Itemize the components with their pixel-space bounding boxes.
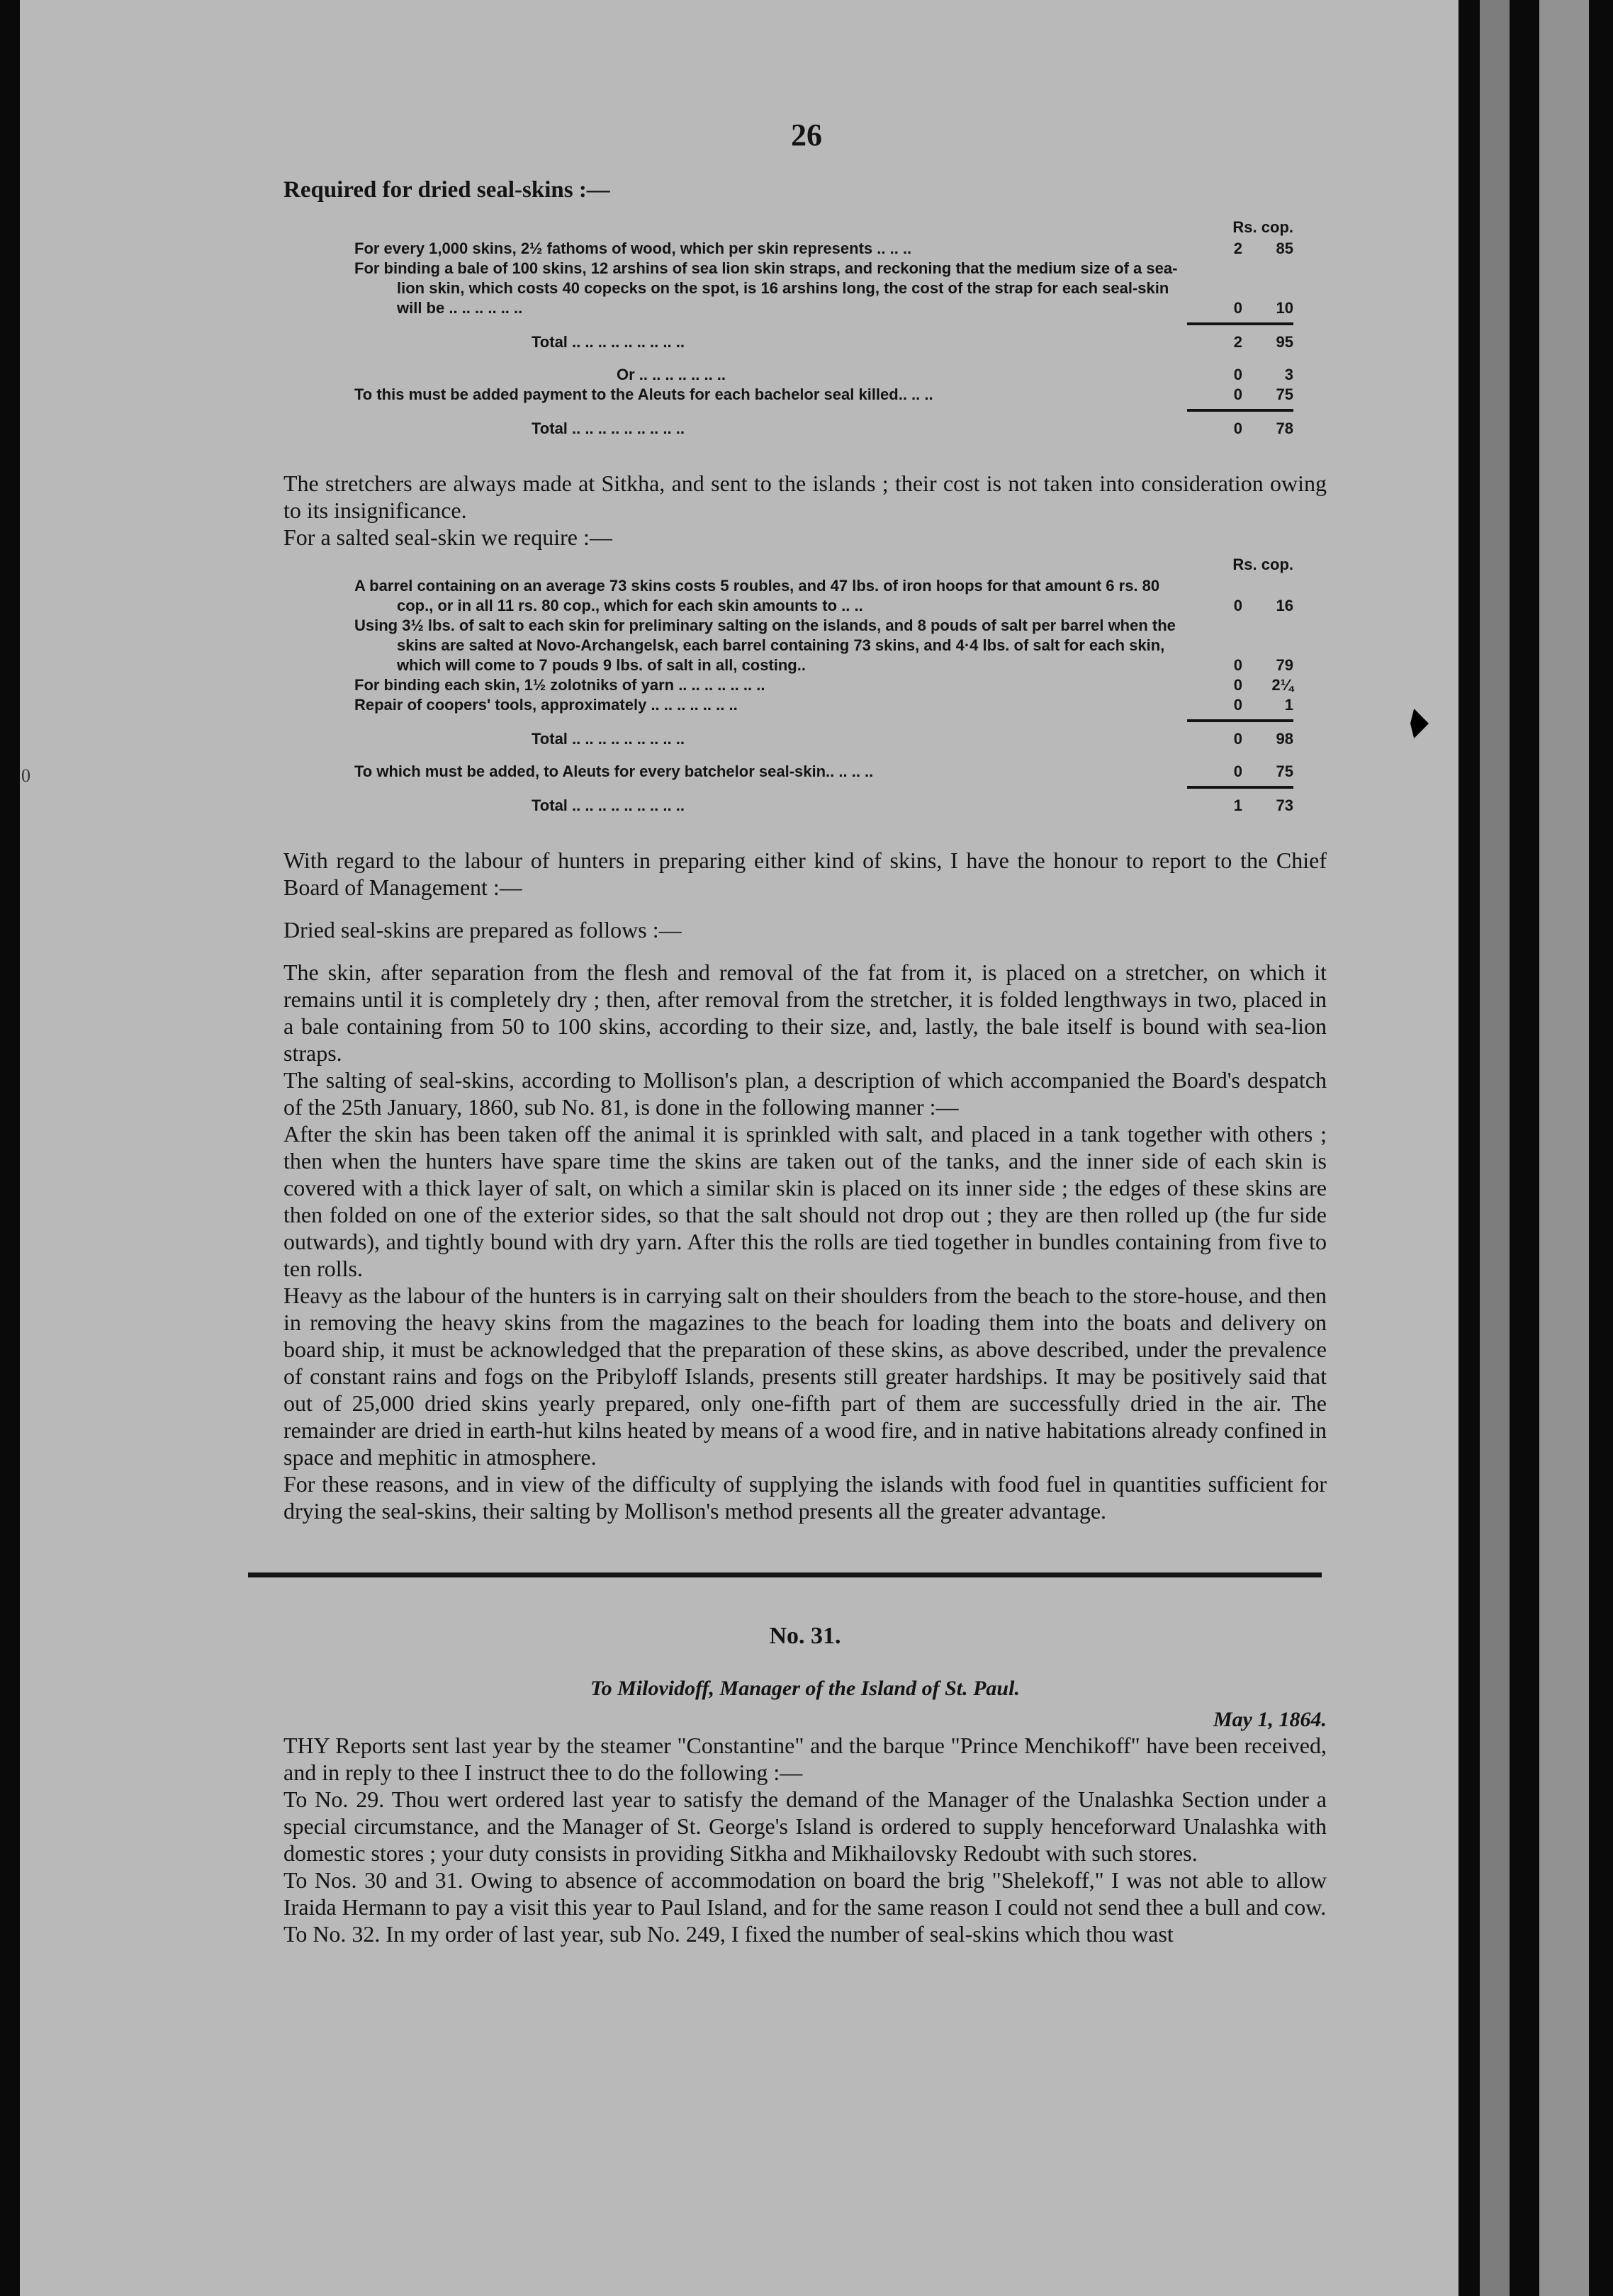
salted-skins-account (354, 555, 1293, 816)
dried-heading: Dried seal-skins are prepared as follows :— (283, 917, 682, 942)
sum-rule (1187, 786, 1293, 789)
account-row: To which must be added, to Aleuts for every batchelor seal-skin.. .. .. .. 0 75 (354, 762, 1293, 780)
section1-heading: Required for dried seal-skins :— (283, 177, 610, 203)
account-row: Repair of coopers' tools, approximately .. .. .. .. .. .. .. 0 1 (354, 696, 1293, 714)
account-row: For every 1,000 skins, 2½ fathoms of wood, which per skin represents .. .. .. 2 85 (354, 240, 1293, 257)
page-content (283, 177, 1327, 1947)
account-row: A barrel containing on an average 73 skins costs 5 roubles, and 47 lbs. of iron hoops for that amount 6 rs. 80 cop., or in all 11 rs. 80 cop., which for each skin amounts to .. .. 0 16 (354, 577, 1293, 614)
heavy-labour-paragraph: Heavy as the labour of the hunters is in carrying salt on their shoulders from the beach to the store-house, and then in removing the heavy skins from the magazines to the beach for loading them into the boats and delivery on board ship, it must be acknowledged that the preparation of these skins, as above described, under the prevalence of constant rains and fogs on the Pribyloff Islands, presents still greater hardships. It may be positively said that out of 25,000 dried skins yearly prepared, only one-fifth part of them are successfully dried in the air. The remainder are dried in earth-hut kilns heated by means of a wood fire, and in native habitations already confined in space and mephitic in atmosphere. (283, 1283, 1327, 1470)
letter-paragraph: To No. 29. Thou wert ordered last year to satisfy the demand of the Manager of the Unalashka Section under a special circumstance, and the Manager of St. George's Island is ordered to supply henceforward Unalashka with domestic stores ; your duty consists in providing Sitkha and Mikhailovsky Redoubt with such stores. (283, 1786, 1327, 1866)
account-row: Using 3½ lbs. of salt to each skin for preliminary salting on the islands, and 8 pouds of salt per barrel when the skins are salted at Novo-Archangelsk, each barrel containing 73 skins, and 4·4 lbs. of salt for each skin, which will come to 7 pouds 9 lbs. of salt in all, costing.. 0 79 (354, 617, 1293, 674)
page-gutter (1480, 0, 1510, 2296)
stretchers-paragraph: The stretchers are always made at Sitkha, and sent to the islands ; their cost is not taken into consideration owing to its insignificance. (283, 471, 1327, 523)
section-divider (248, 1572, 1322, 1577)
skin-paragraph: The skin, after separation from the flesh and removal of the fat from it, is placed on a stretcher, on which it remains until it is completely dry ; then, after removal from the stretcher, it is folded lengthways in two, placed in a bale containing from 50 to 100 skins, according to their size, and, lastly, the bale itself is bound with sea-lion straps. (283, 960, 1327, 1066)
reasons-paragraph: For these reasons, and in view of the difficulty of supplying the islands with food fuel in quantities sufficient for drying the seal-skins, their salting by Mollison's method presents all the greater advantage. (283, 1471, 1327, 1524)
column-header: Rs. cop. (1232, 556, 1293, 573)
labour-paragraph: With regard to the labour of hunters in preparing either kind of skins, I have the honour to report to the Chief Board of Management :— (283, 848, 1327, 900)
letter-paragraph: THY Reports sent last year by the steamer "Constantine" and the barque "Prince Menchikoff" have been received, and in reply to thee I instruct thee to do the following :— (283, 1733, 1327, 1785)
dried-skins-account (354, 218, 1293, 439)
column-header: Rs. cop. (1232, 218, 1293, 236)
total-row: Total .. .. .. .. .. .. .. .. .. 0 98 (532, 730, 1293, 748)
letter-addressee: To Milovidoff, Manager of the Island of St. Paul. (590, 1677, 1020, 1700)
total-row: Total .. .. .. .. .. .. .. .. .. 1 73 (532, 797, 1293, 814)
letter-paragraph: To Nos. 30 and 31. Owing to absence of accommodation on board the brig "Shelekoff," I was not able to allow Iraida Hermann to pay a visit this year to Paul Island, and for the same reason I could not send thee a bull and cow. (283, 1867, 1327, 1920)
sum-rule (1187, 719, 1293, 722)
letter-paragraph: To No. 32. In my order of last year, sub No. 249, I fixed the number of seal-skins which thou wast (283, 1921, 1174, 1947)
sum-rule (1187, 409, 1293, 412)
section2-heading: For a salted seal-skin we require :— (283, 524, 612, 550)
account-row: To this must be added payment to the Aleuts for each bachelor seal killed.. .. .. 0 75 (354, 386, 1293, 403)
alternative-row: Or .. .. .. .. .. .. .. 0 3 (617, 366, 1293, 383)
total-row: Total .. .. .. .. .. .. .. .. .. 0 78 (532, 420, 1293, 437)
sum-rule (1187, 322, 1293, 325)
left-margin-mark: 0 (21, 765, 30, 786)
after-paragraph: After the skin has been taken off the animal it is sprinkled with salt, and placed in a tank together with others ; then when the hunters have spare time the skins are taken out of the tanks, and the inner side of each skin is covered with a thick layer of salt, on which a similar skin is placed on its inner side ; the edges of these skins are then folded on one of the exterior sides, so that the salt should not drop out ; they are then rolled up (the fur side outwards), and tightly bound with dry yarn. After this the rolls are tied together in bundles containing from five to ten rolls. (283, 1121, 1327, 1281)
salting-paragraph: The salting of seal-skins, according to Mollison's plan, a description of which accompanied the Board's despatch of the 25th January, 1860, sub No. 81, is done in the following manner :— (283, 1067, 1327, 1120)
account-row: For binding each skin, 1½ zolotniks of yarn .. .. .. .. .. .. .. 0 2¼ (354, 676, 1293, 694)
adjacent-page-edge (1539, 0, 1589, 2296)
total-row: Total .. .. .. .. .. .. .. .. .. 2 95 (532, 333, 1293, 351)
account-row: For binding a bale of 100 skins, 12 arshins of sea lion skin straps, and reckoning that the medium size of a sea-lion skin, which costs 40 copecks on the spot, is 16 arshins long, the cost of the strap for each seal-skin will be .. .. .. .. .. .. 0 10 (354, 259, 1293, 317)
letter-number: No. 31. (769, 1623, 841, 1649)
letter-date: May 1, 1864. (1213, 1708, 1327, 1731)
page-number: 26 (791, 118, 822, 152)
